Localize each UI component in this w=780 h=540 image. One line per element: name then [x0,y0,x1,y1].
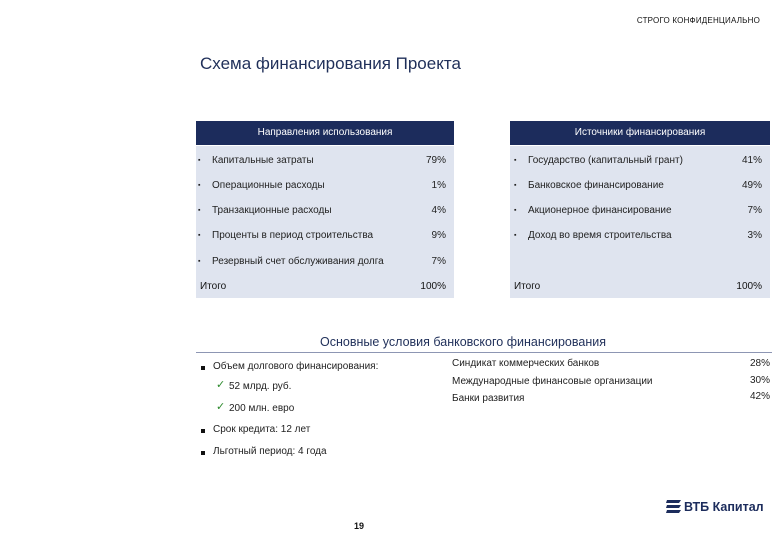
square-bullet-icon [201,366,205,370]
bullet-icon: ▪ [514,182,517,189]
bullet-icon: ▪ [198,182,201,189]
syndicate-label: Международные финансовые организации [452,376,653,387]
sources-pct: 7% [747,205,762,216]
uses-heading: Направления использования [196,121,454,145]
section-divider [196,352,772,353]
square-bullet-icon [201,451,205,455]
syndicate-pct: 42% [749,391,770,402]
vtb-logo [666,496,764,518]
uses-total-value: 100% [420,281,446,292]
sources-total-value: 100% [736,281,762,292]
bullet-icon: ▪ [514,207,517,214]
syndicate-label: Синдикат коммерческих банков [452,358,600,369]
bullet-icon: ▪ [514,232,517,239]
sources-heading: Источники финансирования [510,121,770,145]
bullet-icon: ▪ [514,157,517,164]
sources-total-label: Итого [514,281,541,292]
loan-term: Срок кредита: 12 лет [213,424,311,435]
page-number: 19 [354,521,365,531]
bullet-icon: ▪ [198,207,201,214]
bank-terms-heading: Основные условия банковского финансирования [320,335,606,349]
confidential-label: СТРОГО КОНФИДЕНЦИАЛЬНО [636,16,760,25]
uses-total-label: Итого [200,281,227,292]
square-bullet-icon [201,429,205,433]
sources-pct: 49% [741,180,762,191]
sources-pct: 3% [747,230,762,241]
bullet-icon: ▪ [198,258,201,265]
check-icon: ✓ [216,401,226,413]
uses-pct: 4% [431,205,446,216]
sources-panel [510,146,770,298]
syndicate-pct: 28% [749,358,770,369]
sources-pct: 41% [741,155,762,166]
slide: СТРОГО КОНФИДЕНЦИАЛЬНО Схема финансирования Проекта Направления использования ▪ Капитальные затраты 79% ▪ Операционные расходы 1% ▪ Транзакционные расходы 4% ▪ Проценты в период строительства 9% ▪ Резервный счет обслуживания долга 7% Итого 100% Источники финансирования ▪ Государство (капитальный грант) 41% ▪ Банковское финансирование 49% ▪ Акционерное финансирование 7% ▪ Доход во время строительства 3% Итого 100% Основные условия банковского финансирования Объем долгового финансирования: ✓ 52 млрд. руб. ✓ 200 млн. евро Срок кредита: 12 лет Льготный период: 4 года Синдикат коммерческих банков 28% Международные финансовые организации 30% Банки развития 42% 19 ВТБ Капитал [198,16,770,531]
logo-text: ВТБ Капитал [684,500,764,514]
bullet-icon: ▪ [198,157,201,164]
check-icon: ✓ [216,379,226,391]
syndicate-pct: 30% [749,375,770,386]
page-title: Схема финансирования Проекта [200,54,461,73]
uses-pct: 9% [431,230,446,241]
uses-pct: 79% [425,155,446,166]
syndicate-label: Банки развития [452,393,525,404]
uses-pct: 1% [431,180,446,191]
tranche-rub: 52 млрд. руб. [229,381,292,392]
vtb-logo-icon [666,496,684,516]
bullet-icon: ▪ [198,232,201,239]
tranche-eur: 200 млн. евро [229,403,295,414]
uses-panel [196,146,454,298]
grace-period: Льготный период: 4 года [213,446,327,457]
debt-volume-label: Объем долгового финансирования: [213,361,379,372]
uses-pct: 7% [431,256,446,267]
